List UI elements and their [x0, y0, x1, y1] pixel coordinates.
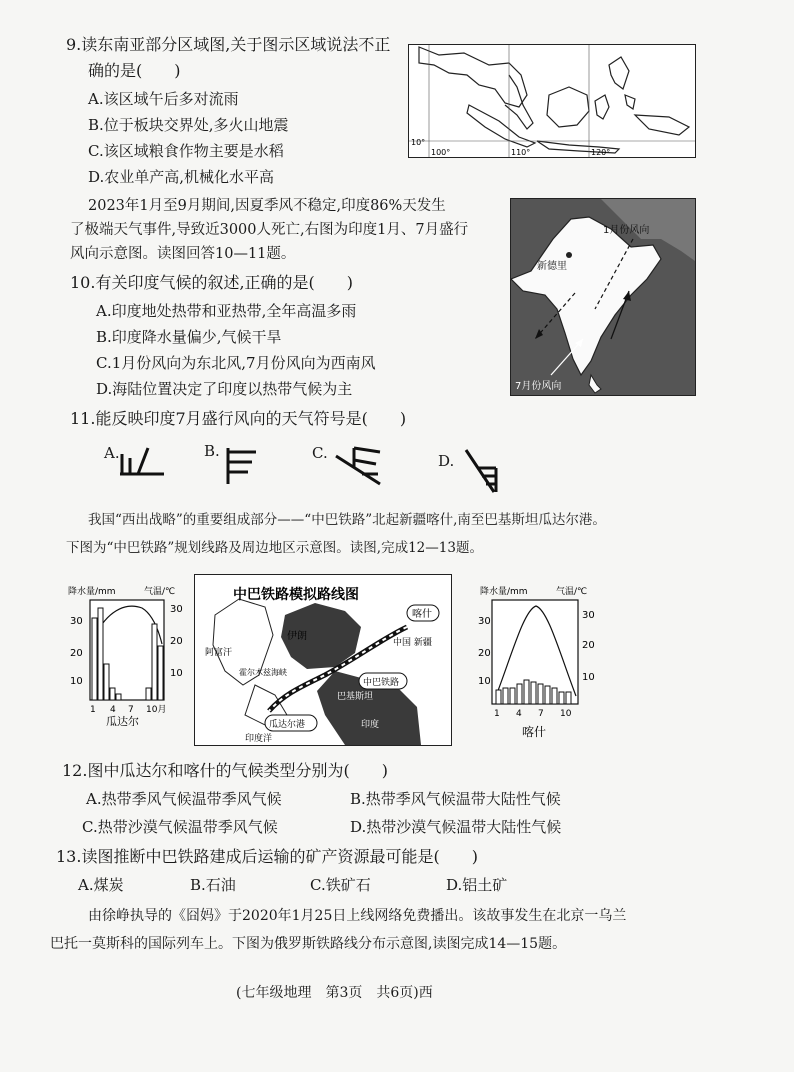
gwadar-temp-label: 气温/℃	[144, 587, 176, 597]
q9-option-d: D.农业单产高,机械化水平高	[88, 168, 275, 186]
kashgar-climate-chart	[476, 584, 602, 744]
q11-stem: 11.能反映印度7月盛行风向的天气符号是( )	[70, 409, 407, 428]
intro-14-15-line1: 由徐峥执导的《囧妈》于2020年1月25日上线网络免费播出。该故事发生在北京一乌兰	[88, 908, 627, 924]
q10-option-a: A.印度地处热带和亚热带,全年高温多雨	[96, 302, 357, 320]
wind-symbol-a-icon	[118, 444, 166, 480]
q12-option-c: C.热带沙漠气候温带季风气候	[82, 818, 278, 836]
lat-label: 10°	[411, 138, 426, 147]
intro-10-11-line1: 2023年1月至9月期间,因夏季风不稳定,印度86%天发生	[88, 198, 446, 214]
gwadar-precip-label: 降水量/mm	[68, 587, 116, 597]
china-xinjiang-label: 中国 新疆	[393, 638, 432, 648]
q12-stem: 12.图中瓜达尔和喀什的气候类型分别为( )	[62, 761, 388, 780]
kashgar-yl-20: 20	[478, 648, 491, 659]
southeast-asia-map	[408, 44, 696, 158]
q10-option-c: C.1月份风向为东北风,7月份风向为西南风	[96, 354, 376, 372]
intro-10-11-line3: 风向示意图。读图回答10—11题。	[70, 246, 296, 262]
gwadar-yr-20: 20	[170, 636, 183, 647]
kashgar-x-4: 4	[516, 709, 522, 719]
lon-label-120: 120°	[591, 148, 611, 157]
kashgar-x-7: 7	[538, 709, 544, 719]
q9-option-b: B.位于板块交界处,多火山地震	[88, 116, 289, 134]
wind-symbol-d-icon	[460, 448, 500, 496]
kashgar-yr-20: 20	[582, 640, 595, 651]
kashgar-x-10: 10	[560, 709, 572, 719]
india-label: 印度	[361, 720, 380, 730]
july-wind-label: 7月份风向	[515, 381, 562, 392]
q11-option-c-label: C.	[312, 444, 328, 462]
gwadar-x-10: 10月	[146, 705, 167, 715]
q13-option-c: C.铁矿石	[310, 876, 371, 894]
q12-option-d: D.热带沙漠气候温带大陆性气候	[350, 818, 562, 836]
gwadar-x-4: 4	[110, 705, 116, 715]
q10-option-b: B.印度降水量偏少,气候干旱	[96, 328, 282, 346]
gwadar-yl-10: 10	[70, 676, 83, 687]
indian-ocean-label: 印度洋	[245, 734, 273, 744]
gwadar-yl-30: 30	[70, 616, 83, 627]
hormuz-strait-label: 霍尔木兹海峡	[239, 668, 287, 677]
wind-symbol-c-icon	[334, 446, 382, 486]
q13-option-a: A.煤炭	[78, 876, 124, 894]
q11-option-d-label: D.	[438, 452, 455, 470]
pakistan-label: 巴基斯坦	[337, 692, 374, 702]
gwadar-x-1: 1	[90, 705, 96, 715]
gwadar-climate-chart	[66, 584, 190, 726]
q9-option-c: C.该区域粮食作物主要是水稻	[88, 142, 284, 160]
gwadar-yl-20: 20	[70, 648, 83, 659]
q10-stem: 10.有关印度气候的叙述,正确的是( )	[70, 273, 354, 292]
intro-12-13-line1: 我国“西出战略”的重要组成部分——“中巴铁路”北起新疆喀什,南至巴基斯坦瓜达尔港。	[88, 512, 606, 528]
iran-label: 伊朗	[287, 631, 307, 642]
india-wind-map	[510, 198, 696, 396]
lon-label-100: 100°	[431, 148, 451, 157]
china-pakistan-railway-map	[194, 574, 452, 746]
gwadar-port-label: 瓜达尔港	[269, 720, 306, 730]
gwadar-yr-30: 30	[170, 604, 183, 615]
kashgar-x-1: 1	[494, 709, 500, 719]
intro-14-15-line2: 巴托一莫斯科的国际列车上。下图为俄罗斯铁路线分布示意图,读图完成14—15题。	[50, 936, 567, 952]
q10-option-d: D.海陆位置决定了印度以热带气候为主	[96, 380, 353, 398]
gwadar-city-label: 瓜达尔	[106, 715, 139, 726]
kashgar-precip-label: 降水量/mm	[480, 587, 528, 597]
afghanistan-label: 阿富汗	[205, 648, 233, 658]
map-title: 中巴铁路模拟路线图	[233, 587, 359, 603]
wind-symbol-b-icon	[222, 446, 262, 486]
q11-option-a-label: A.	[104, 444, 120, 462]
lon-label-110: 110°	[511, 148, 531, 157]
january-wind-label: 1月份风向	[603, 225, 650, 236]
gwadar-x-7: 7	[128, 705, 134, 715]
q13-option-d: D.铝土矿	[446, 876, 508, 894]
q13-option-b: B.石油	[190, 876, 236, 894]
intro-12-13-line2: 下图为“中巴铁路”规划线路及周边地区示意图。读图,完成12—13题。	[66, 540, 483, 556]
q9-stem-line2: 确的是( )	[88, 61, 181, 80]
kashgar-city-label: 喀什	[522, 725, 547, 739]
gwadar-yr-10: 10	[170, 668, 183, 679]
railway-label: 中巴铁路	[363, 678, 400, 688]
intro-10-11-line2: 了极端天气事件,导致近3000人死亡,右图为印度1月、7月盛行	[70, 222, 469, 238]
q12-option-a: A.热带季风气候温带季风气候	[86, 790, 282, 808]
new-delhi-label: 新德里	[537, 261, 567, 272]
kashgar-yl-10: 10	[478, 676, 491, 687]
q9-stem-line1: 9.读东南亚部分区域图,关于图示区域说法不正	[66, 35, 391, 54]
q9-option-a: A.该区域午后多对流雨	[88, 90, 239, 108]
page-footer: (七年级地理 第3页 共6页)西	[236, 985, 433, 1001]
kashgar-yr-10: 10	[582, 672, 595, 683]
kashgar-yl-30: 30	[478, 616, 491, 627]
kashgar-temp-label: 气温/℃	[556, 587, 588, 597]
q12-option-b: B.热带季风气候温带大陆性气候	[350, 790, 561, 808]
q13-stem: 13.读图推断中巴铁路建成后运输的矿产资源最可能是( )	[56, 847, 478, 866]
kashgar-yr-30: 30	[582, 610, 595, 621]
q11-option-b-label: B.	[204, 442, 220, 460]
kashgar-label: 喀什	[412, 609, 432, 620]
